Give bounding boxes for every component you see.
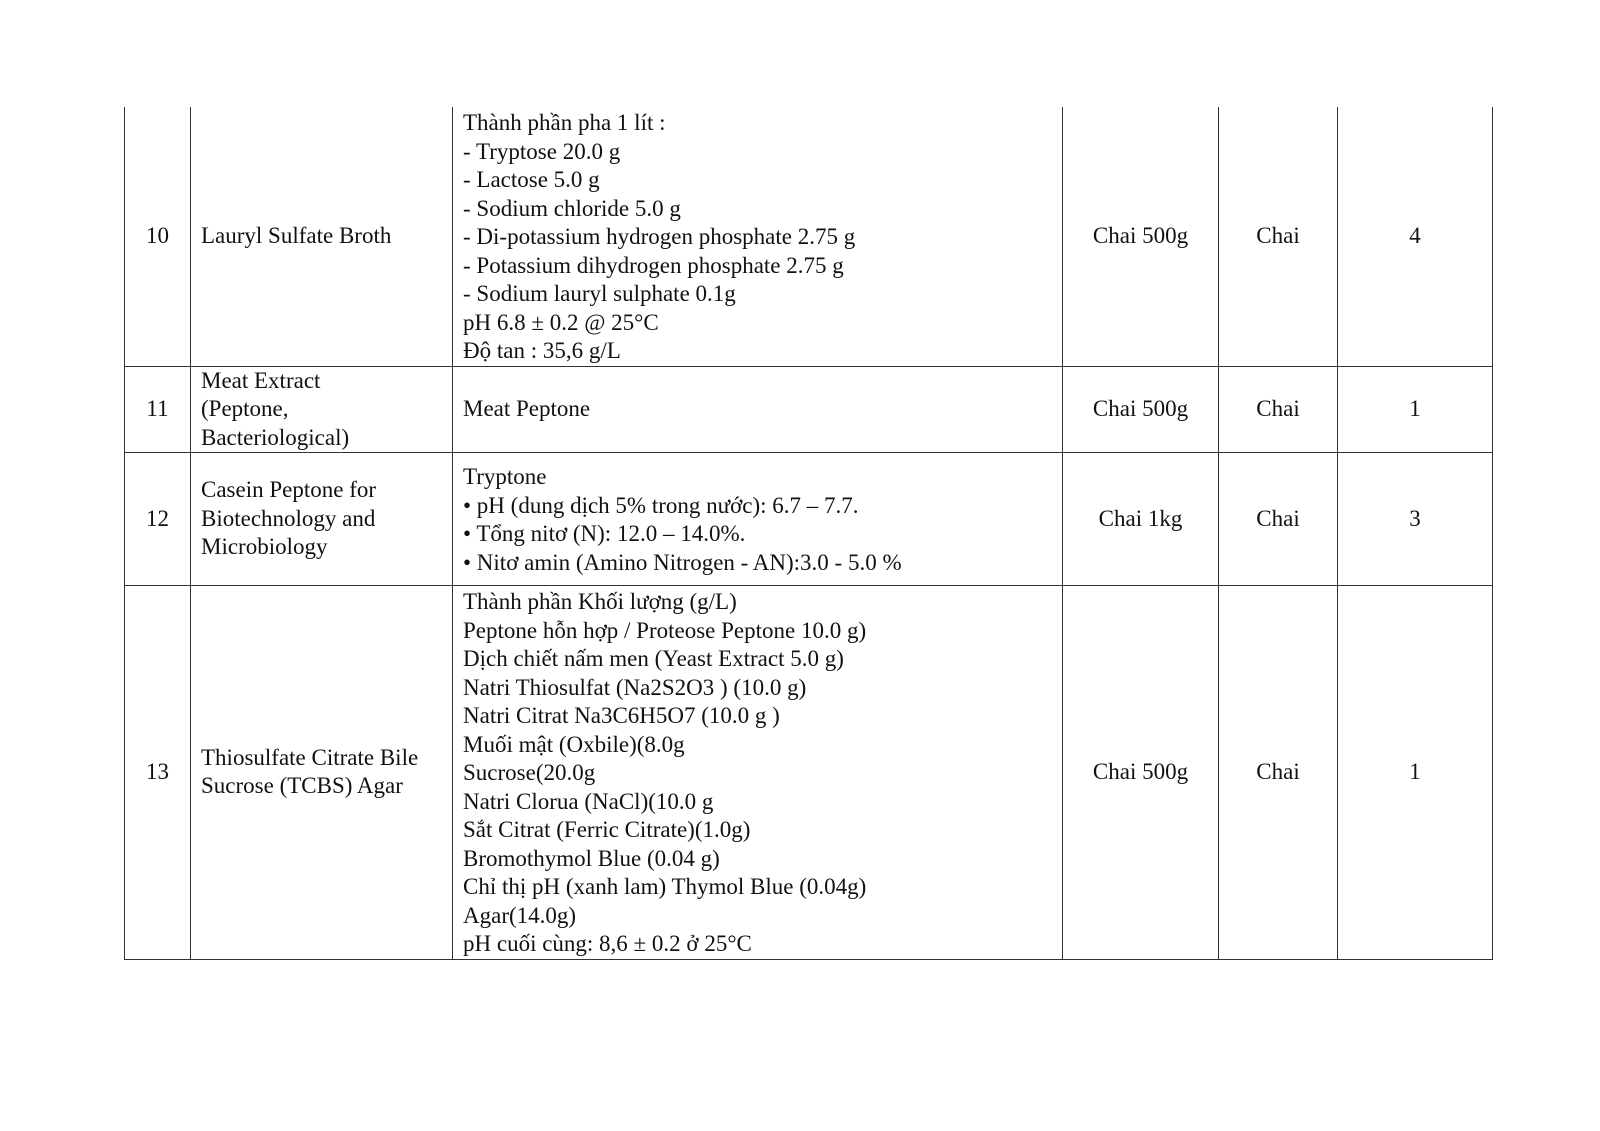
product-name-line: (Peptone, — [201, 396, 289, 421]
product-name-line: Biotechnology and — [201, 505, 376, 531]
unit: Chai — [1219, 107, 1338, 366]
spec-line: - Potassium dihydrogen phosphate 2.75 g — [463, 252, 844, 278]
spec-line: • Nitơ amin (Amino Nitrogen - AN):3.0 - 5.0 % — [463, 549, 902, 575]
spec-line: - Lactose 5.0 g — [463, 167, 600, 192]
spec-line: Dịch chiết nấm men (Yeast Extract 5.0 g) — [463, 646, 844, 671]
spec-line: Natri Thiosulfat (Na2S2O3 ) (10.0 g) — [463, 674, 807, 700]
spec-line: - Tryptose 20.0 g — [463, 138, 621, 164]
row-number: 13 — [125, 586, 191, 960]
table-row — [125, 366, 1493, 453]
quantity: 1 — [1338, 366, 1493, 453]
spec-line: pH 6.8 ± 0.2 @ 25°C — [463, 309, 659, 335]
product-name-line: Bacteriological) — [201, 424, 350, 450]
product-name-line: Microbiology — [201, 534, 328, 560]
spec-line: Peptone hỗn hợp / Proteose Peptone 10.0 g) — [463, 617, 867, 643]
product-name — [191, 366, 453, 453]
product-name-line: Meat Extract — [201, 367, 321, 393]
unit: Chai — [1219, 586, 1338, 960]
unit: Chai — [1219, 453, 1338, 586]
spec-line: Meat Peptone — [463, 396, 591, 421]
product-spec-table — [124, 107, 1493, 960]
packaging: Chai 500g — [1063, 366, 1219, 453]
spec-line: Chỉ thị pH (xanh lam) Thymol Blue (0.04g) — [463, 874, 867, 899]
row-number: 11 — [125, 366, 191, 453]
spec-line: Natri Clorua (NaCl)(10.0 g — [463, 788, 714, 814]
row-number: 10 — [125, 107, 191, 366]
spec-line: Natri Citrat Na3C6H5O7 (10.0 g ) — [463, 703, 780, 728]
quantity: 3 — [1338, 453, 1493, 586]
spec-line: • Tổng nitơ (N): 12.0 – 14.0%. — [463, 521, 746, 546]
unit: Chai — [1219, 366, 1338, 453]
product-name — [191, 453, 453, 586]
table-row — [125, 586, 1493, 960]
product-name-line: Lauryl Sulfate Broth — [201, 223, 392, 248]
spec-line: Bromothymol Blue (0.04 g) — [463, 845, 720, 871]
product-specification — [453, 366, 1063, 453]
spec-line: - Sodium chloride 5.0 g — [463, 195, 681, 221]
spec-line: Thành phần Khối lượng (g/L) — [463, 589, 737, 614]
table-row — [125, 107, 1493, 366]
spec-line: Muối mật (Oxbile)(8.0g — [463, 731, 685, 757]
quantity: 1 — [1338, 586, 1493, 960]
product-specification — [453, 586, 1063, 960]
product-name-line: Sucrose (TCBS) Agar — [201, 773, 403, 799]
spec-line: Độ tan : 35,6 g/L — [463, 338, 621, 363]
table-row — [125, 453, 1493, 586]
spec-line: Sucrose(20.0g — [463, 760, 596, 785]
spec-line: • pH (dung dịch 5% trong nước): 6.7 – 7.7. — [463, 492, 859, 518]
product-specification — [453, 453, 1063, 586]
spec-line: Sắt Citrat (Ferric Citrate)(1.0g) — [463, 817, 751, 842]
packaging: Chai 500g — [1063, 107, 1219, 366]
product-name — [191, 586, 453, 960]
product-name — [191, 107, 453, 366]
spec-line: pH cuối cùng: 8,6 ± 0.2 ở 25°C — [463, 931, 752, 956]
spec-line: - Di-potassium hydrogen phosphate 2.75 g — [463, 224, 856, 249]
spec-line: Agar(14.0g) — [463, 902, 577, 928]
packaging: Chai 1kg — [1063, 453, 1219, 586]
row-number: 12 — [125, 453, 191, 586]
product-name-line: Casein Peptone for — [201, 477, 377, 503]
spec-line: - Sodium lauryl sulphate 0.1g — [463, 281, 736, 306]
packaging: Chai 500g — [1063, 586, 1219, 960]
product-name-line: Thiosulfate Citrate Bile — [201, 744, 419, 770]
product-specification — [453, 107, 1063, 366]
spec-line: Thành phần pha 1 lít : — [463, 110, 666, 135]
quantity: 4 — [1338, 107, 1493, 366]
spec-line: Tryptone — [463, 464, 547, 489]
